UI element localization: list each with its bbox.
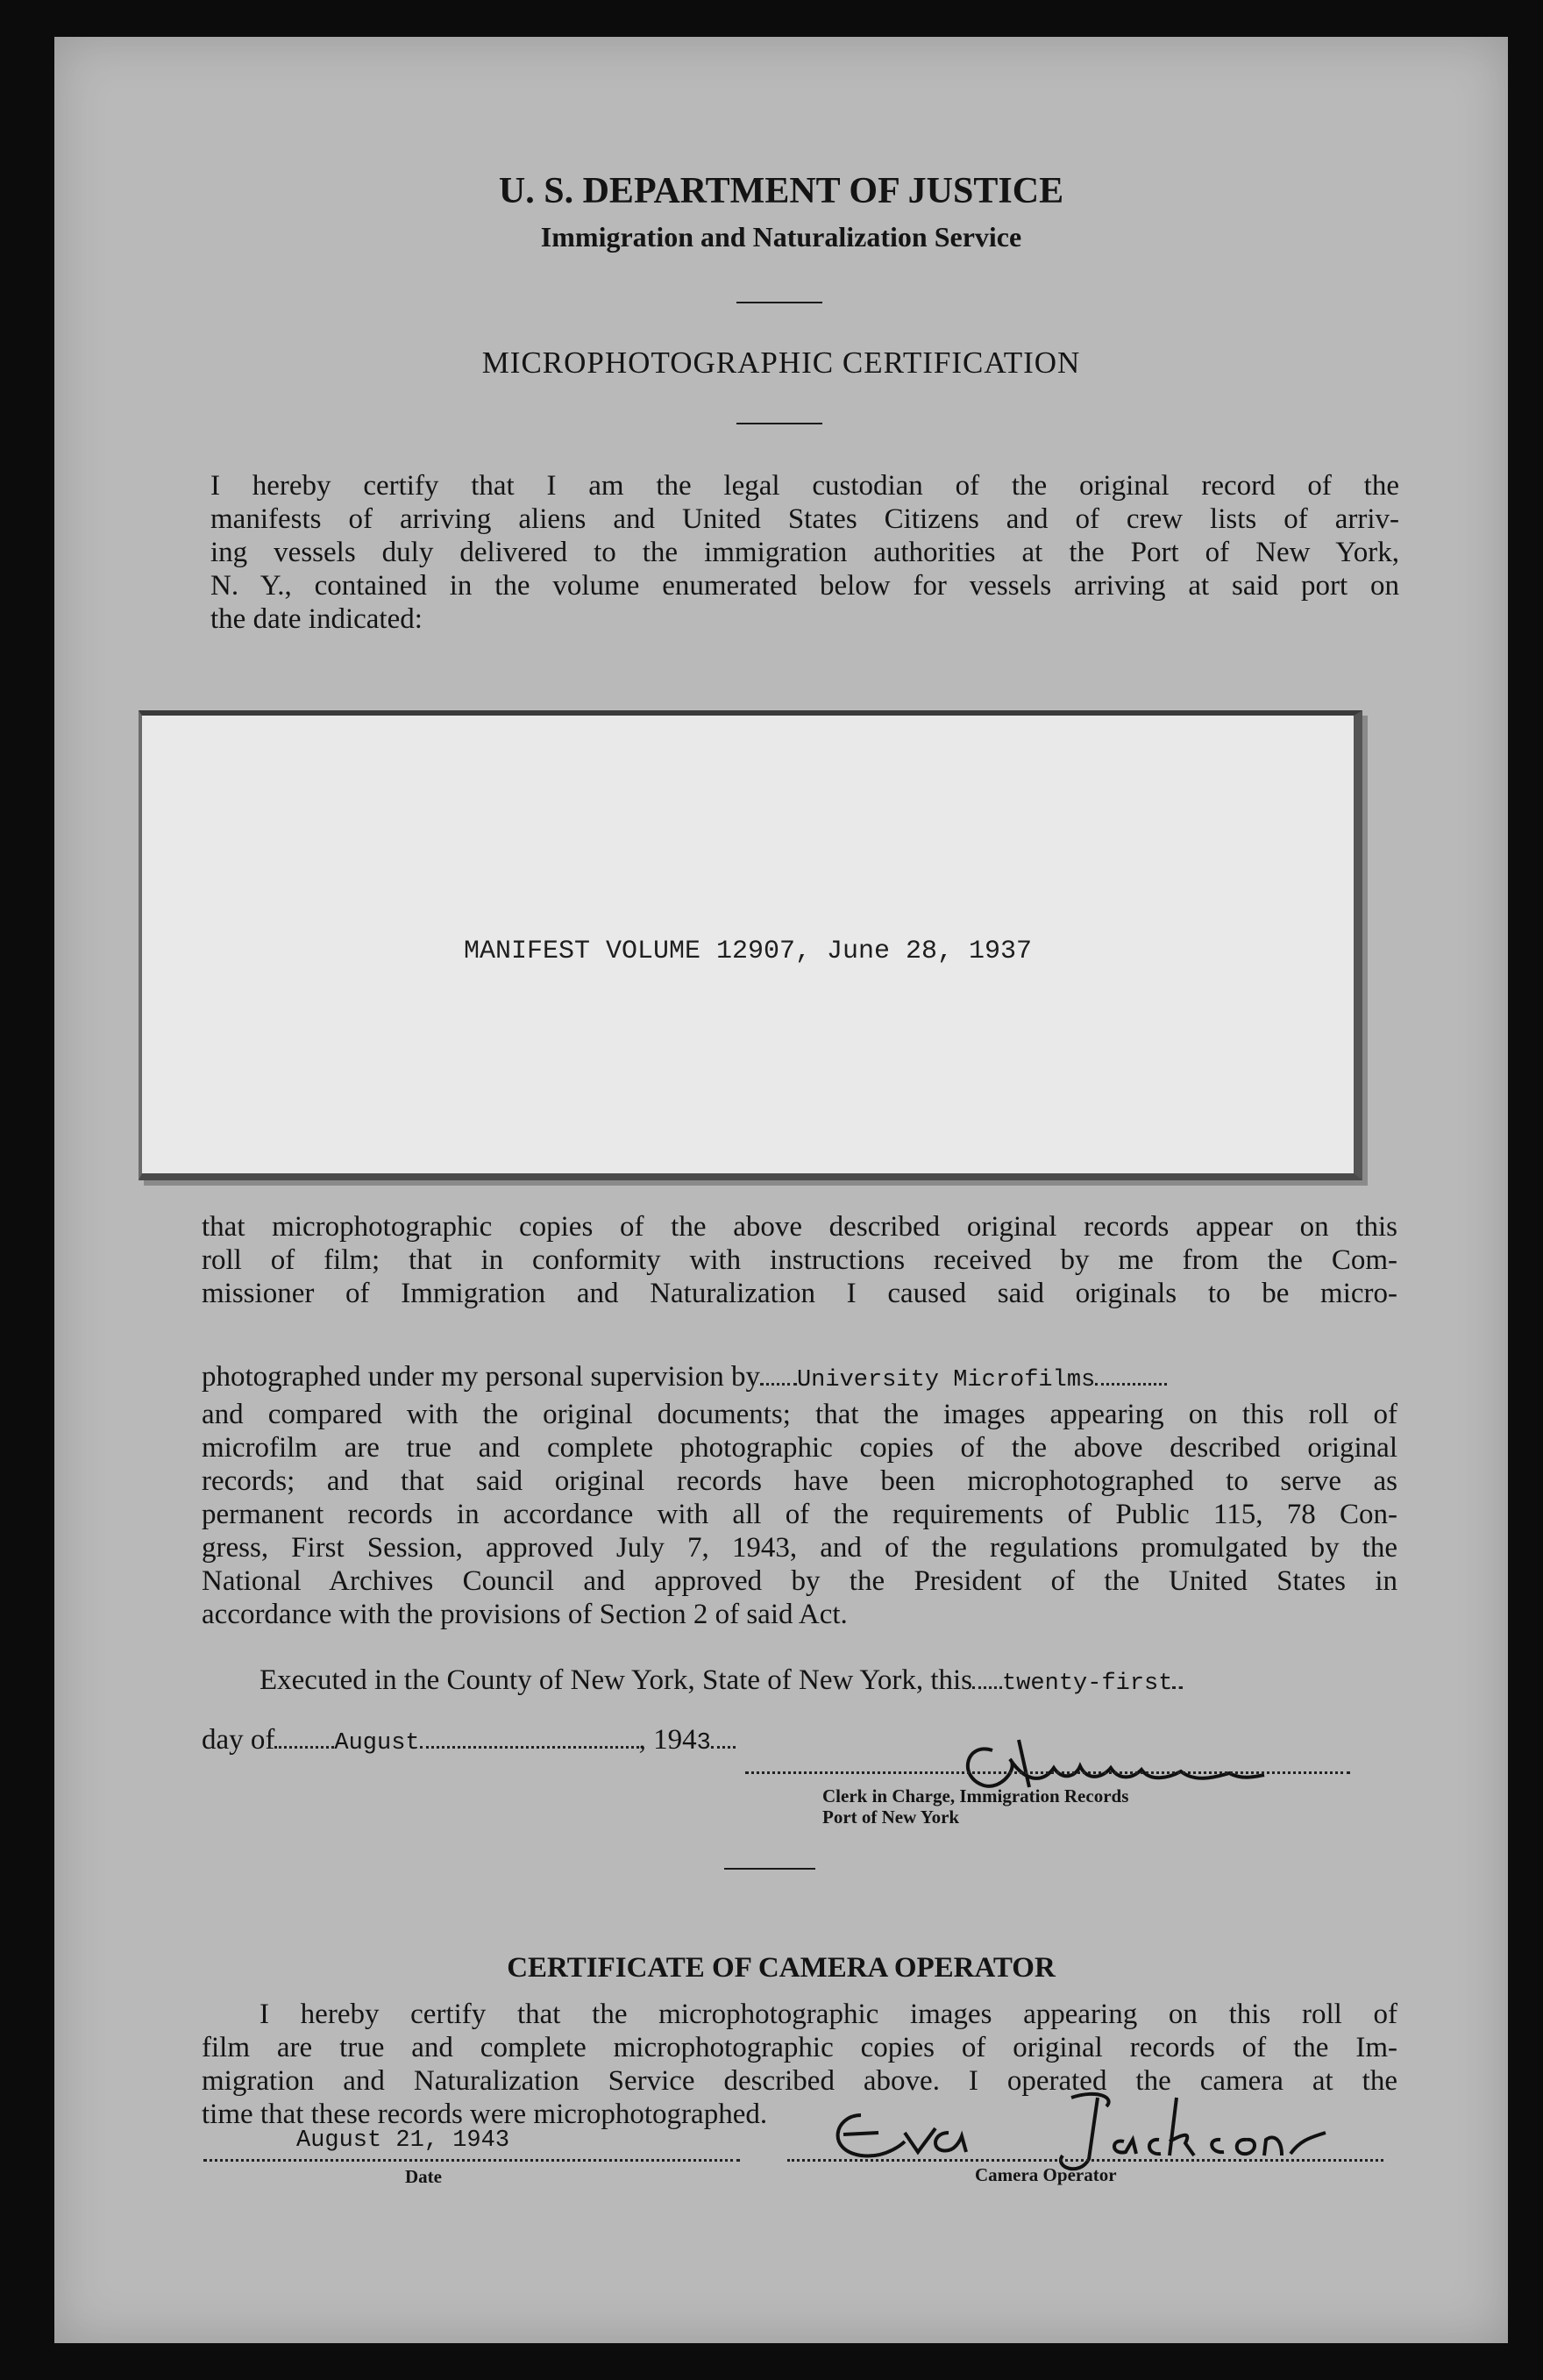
intro-line: I hereby certify that I am the legal custodian of the original record of the [210,470,1399,502]
intro-line: manifests of arriving aliens and United States Citizens and of crew lists of arriv- [210,503,1399,535]
department-title: U. S. DEPARTMENT OF JUSTICE [498,171,1064,211]
operator-certificate-title: CERTIFICATE OF CAMERA OPERATOR [507,1952,1056,1984]
clerk-title-line: Clerk in Charge, Immigration Records [822,1785,1129,1806]
intro-paragraph [210,469,1399,636]
clerk-title-line: Port of New York [822,1806,960,1828]
intro-line: ing vessels duly delivered to the immigration authorities at the Port of New York, [210,537,1399,568]
day-of-month: August [334,1730,420,1756]
clerk-signature-line [745,1771,1350,1774]
operator-line: migration and Naturalization Service described above. I operated the camera at the [202,2065,1397,2097]
intro-line: N. Y., contained in the volume enumerated below for vessels arriving at said port on [210,570,1399,602]
operation-date: August 21, 1943 [296,2127,510,2154]
manifest-insert-card [139,710,1362,1180]
operator-line: I hereby certify that the microphotographic images appearing on this roll of [260,1999,1397,2030]
executed-prefix: Executed in the County of New York, State of New York, this [260,1664,973,1696]
intro-line: the date indicated: [210,603,423,635]
operator-signature [808,2080,1334,2177]
body-line: and compared with the original documents; that the images appearing on this roll of [202,1399,1397,1430]
service-subtitle: Immigration and Naturalization Service [540,221,1022,253]
body-line: that microphotographic copies of the above described original records appear on this [202,1211,1397,1243]
date-field [203,2127,740,2162]
divider [724,1868,815,1870]
executed-line [260,1664,1183,1697]
operator-line: time that these records were microphotographed. [202,2099,768,2130]
year-suffix: 3 [696,1730,711,1756]
body-paragraph-a [202,1210,1397,1310]
day-of-line [202,1724,736,1756]
supervision-prefix: photographed under my personal supervision by [202,1361,760,1393]
supervision-name: University Microfilms [796,1367,1096,1393]
body-line: roll of film; that in conformity with instructions received by me from the Com- [202,1244,1397,1276]
operator-line: film are true and complete microphotographic copies of original records of the Im- [202,2032,1397,2063]
year-prefix: , 194 [638,1724,697,1756]
body-line: gress, First Session, approved July 7, 1943, and of the regulations promulgated by the [202,1532,1397,1564]
certification-title: MICROPHOTOGRAPHIC CERTIFICATION [481,346,1081,380]
date-label: Date [405,2166,442,2187]
operator-signature-line [787,2159,1383,2162]
divider [736,423,822,424]
body-line: permanent records in accordance with all of the requirements of Public 115, 78 Con- [202,1499,1397,1530]
camera-operator-label: Camera Operator [975,2164,1117,2185]
manifest-label: MANIFEST VOLUME 12907, June 28, 1937 [463,937,1033,966]
divider [736,302,822,303]
body-paragraph-b [202,1398,1397,1631]
body-line: missioner of Immigration and Naturalization I caused said originals to be micro- [202,1278,1397,1309]
body-line: National Archives Council and approved by the President of the United States in [202,1565,1397,1597]
day-of-prefix: day of [202,1724,275,1756]
clerk-title [822,1785,1128,1828]
supervision-line [202,1361,1397,1393]
executed-day: twenty-first [1002,1671,1173,1697]
body-line: accordance with the provisions of Section 2 of said Act. [202,1599,848,1630]
body-line: microfilm are true and complete photographic copies of the above described original [202,1432,1397,1464]
certificate-page [54,37,1508,2343]
body-line: records; and that said original records have been microphotographed to serve as [202,1465,1397,1497]
